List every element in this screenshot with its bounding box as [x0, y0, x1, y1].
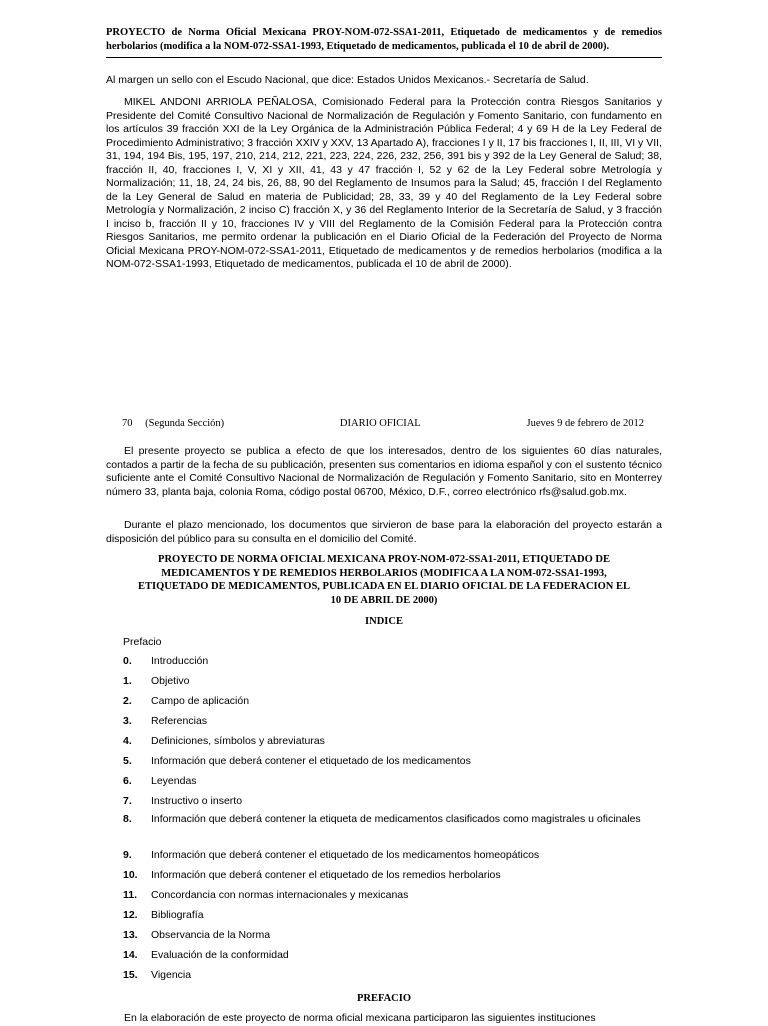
index-item-number: 2.: [123, 695, 132, 707]
index-item-label: Evaluación de la conformidad: [151, 949, 289, 961]
index-item-number: 7.: [123, 795, 132, 807]
index-item-number: 14.: [123, 949, 138, 961]
index-item: [123, 812, 663, 846]
index-item-number: 13.: [123, 929, 138, 941]
index-items: [123, 652, 663, 986]
index-item-label: Objetivo: [151, 675, 190, 687]
index-item-number: 1.: [123, 675, 132, 687]
index-item-label: Bibliografía: [151, 909, 204, 921]
index-list: [123, 632, 663, 986]
publication-paragraph: El presente proyecto se publica a efecto de que los interesados, dentro de los siguientes 60 días naturales, contados a partir de la fecha de su publicación, presenten sus comentarios en idioma español y con el sustento técnico suficiente ante el Comité Consultivo Nacional de Normalización de Regulación y Fomento Sanitario, sito en Monterrey número 33, planta baja, colonia Roma, código postal 06700, México, D.F., correo electrónico rfs@salud.gob.mx.: [106, 445, 662, 498]
index-item: [123, 886, 663, 906]
index-item: [123, 906, 663, 926]
index-item-prefacio: Prefacio: [123, 636, 162, 648]
section-label: (Segunda Sección): [145, 418, 225, 429]
index-heading: INDICE: [365, 616, 403, 627]
index-item-number: 10.: [123, 869, 138, 881]
index-item-number: 3.: [123, 715, 132, 727]
index-item: [123, 652, 663, 672]
index-item-label: Observancia de la Norma: [151, 929, 271, 941]
index-item-label: Instructivo o inserto: [151, 795, 243, 807]
running-header: [122, 418, 644, 429]
index-item: [123, 692, 663, 712]
index-item-label: Información que deberá contener el etiquetado de los medicamentos homeopáticos: [151, 849, 540, 861]
index-item: [123, 752, 663, 772]
page-number: 70: [122, 418, 133, 429]
index-item-label: Concordancia con normas internacionales y mexicanas: [151, 889, 409, 901]
index-item: [123, 966, 663, 986]
index-item-label: Referencias: [151, 715, 208, 727]
index-item: [123, 712, 663, 732]
index-item: [123, 672, 663, 692]
index-item: [123, 946, 663, 966]
index-item-label: Información que deberá contener el etiquetado de los medicamentos: [151, 755, 471, 767]
seal-paragraph: Al margen un sello con el Escudo Nacional, que dice: Estados Unidos Mexicanos.- Secretaría de Salud.: [106, 74, 589, 86]
index-item-number: 8.: [123, 813, 132, 825]
index-item: [123, 732, 663, 752]
index-item-number: 15.: [123, 969, 138, 981]
index-item-number: 0.: [123, 655, 132, 667]
index-item-number: 6.: [123, 775, 132, 787]
index-item: [123, 866, 663, 886]
mandate-paragraph: MIKEL ANDONI ARRIOLA PEÑALOSA, Comisionado Federal para la Protección contra Riesgos Sanitarios y Presidente del Comité Consultivo Nacional de Normalización de Regulación y Fomento Sanitario, con fundamento en los artículos 39 fracción XXI de la Ley Orgánica de la Administración Pública Federal; 4 y 69 H de la Ley Federal de Procedimiento Administrativo; 3 fracción XXIV y XXV, 13 Apartado A), fracciones I y II, 17 bis fracciones I, II, III, VI y VII, 31, 194, 194 Bis, 195, 197, 210, 214, 212, 221, 223, 224, 226, 232, 256, 391 bis y 392 de la Ley General de Salud; 38, fracción II, 40, fracciones I, V, XI y XII, 41, 43 y 47 fracción I, 52 y 62 de la Ley Federal sobre Metrología y Normalización; 11, 18, 24, 24 bis, 26, 88, 90 del Reglamento de Insumos para la Salud; 45, fracción I del Reglamento de la Ley General de Salud en materia de Publicidad; 28, 33, 39 y 40 del Reglamento de la Ley Federal sobre Metrología y Normalización, 2 inciso C) fracción X, y 36 del Reglamento Interior de la Secretaría de Salud, y 3 fracción I inciso b, fracción II y 10, fracciones IV y VIII del Reglamento de la Comisión Federal para la Protección contra Riesgos Sanitarios, me permito ordenar la publicación en el Diario Oficial de la Federación del Proyecto de Norma Oficial Mexicana PROY-NOM-072-SSA1-2011, Etiquetado de medicamentos y de remedios herbolarios (modifica a la NOM-072-SSA1-1993, Etiquetado de medicamentos, publicada el 10 de abril de 2000).: [106, 96, 662, 270]
newspaper-name: DIARIO OFICIAL: [339, 418, 421, 429]
index-item-label: Información que deberá contener el etiquetado de los remedios herbolarios: [151, 869, 501, 881]
index-item-number: 9.: [123, 849, 132, 861]
index-item-label: Vigencia: [151, 969, 192, 981]
institutions-paragraph: En la elaboración de este proyecto de norma oficial mexicana participaron las siguientes instituciones: [124, 1012, 596, 1024]
index-item-label: Leyendas: [151, 775, 197, 787]
index-item-number: 5.: [123, 755, 132, 767]
index-item: [123, 926, 663, 946]
index-item-number: 4.: [123, 735, 132, 747]
document-title: PROYECTO de Norma Oficial Mexicana PROY-NOM-072-SSA1-2011, Etiquetado de medicamentos y de remedios herbolarios (modifica a la NOM-072-SSA1-1993, Etiquetado de medicamentos, publicada el 10 de abril de 2000).: [106, 26, 662, 58]
consultation-paragraph: Durante el plazo mencionado, los documentos que sirvieron de base para la elaboración del proyecto estarán a disposición del público para su consulta en el domicilio del Comité.: [106, 519, 662, 545]
index-item-number: 12.: [123, 909, 138, 921]
norm-title: PROYECTO DE NORMA OFICIAL MEXICANA PROY-NOM-072-SSA1-2011, ETIQUETADO DE MEDICAMENTOS Y DE REMEDIOS HERBOLARIOS (MODIFICA A LA NOM-072-SSA1-1993, ETIQUETADO DE MEDICAMENTOS, PUBLICADA EN EL DIARIO OFICIAL DE LA FEDERACION EL 10 DE ABRIL DE 2000): [137, 554, 631, 606]
index-item-label: Introducción: [151, 655, 209, 667]
index-item-label: Campo de aplicación: [151, 695, 250, 707]
prefacio-heading: PREFACIO: [356, 993, 412, 1004]
index-item: [123, 772, 663, 792]
index-item: [123, 846, 663, 866]
running-header-left: [122, 418, 234, 429]
publication-date: Jueves 9 de febrero de 2012: [526, 418, 644, 429]
index-item-label: Definiciones, símbolos y abreviaturas: [151, 735, 325, 747]
index-item: [123, 792, 663, 812]
index-item-number: 11.: [123, 889, 138, 901]
index-item-label: Información que deberá contener la etiqueta de medicamentos clasificados como magistrales u oficinales: [151, 813, 641, 825]
